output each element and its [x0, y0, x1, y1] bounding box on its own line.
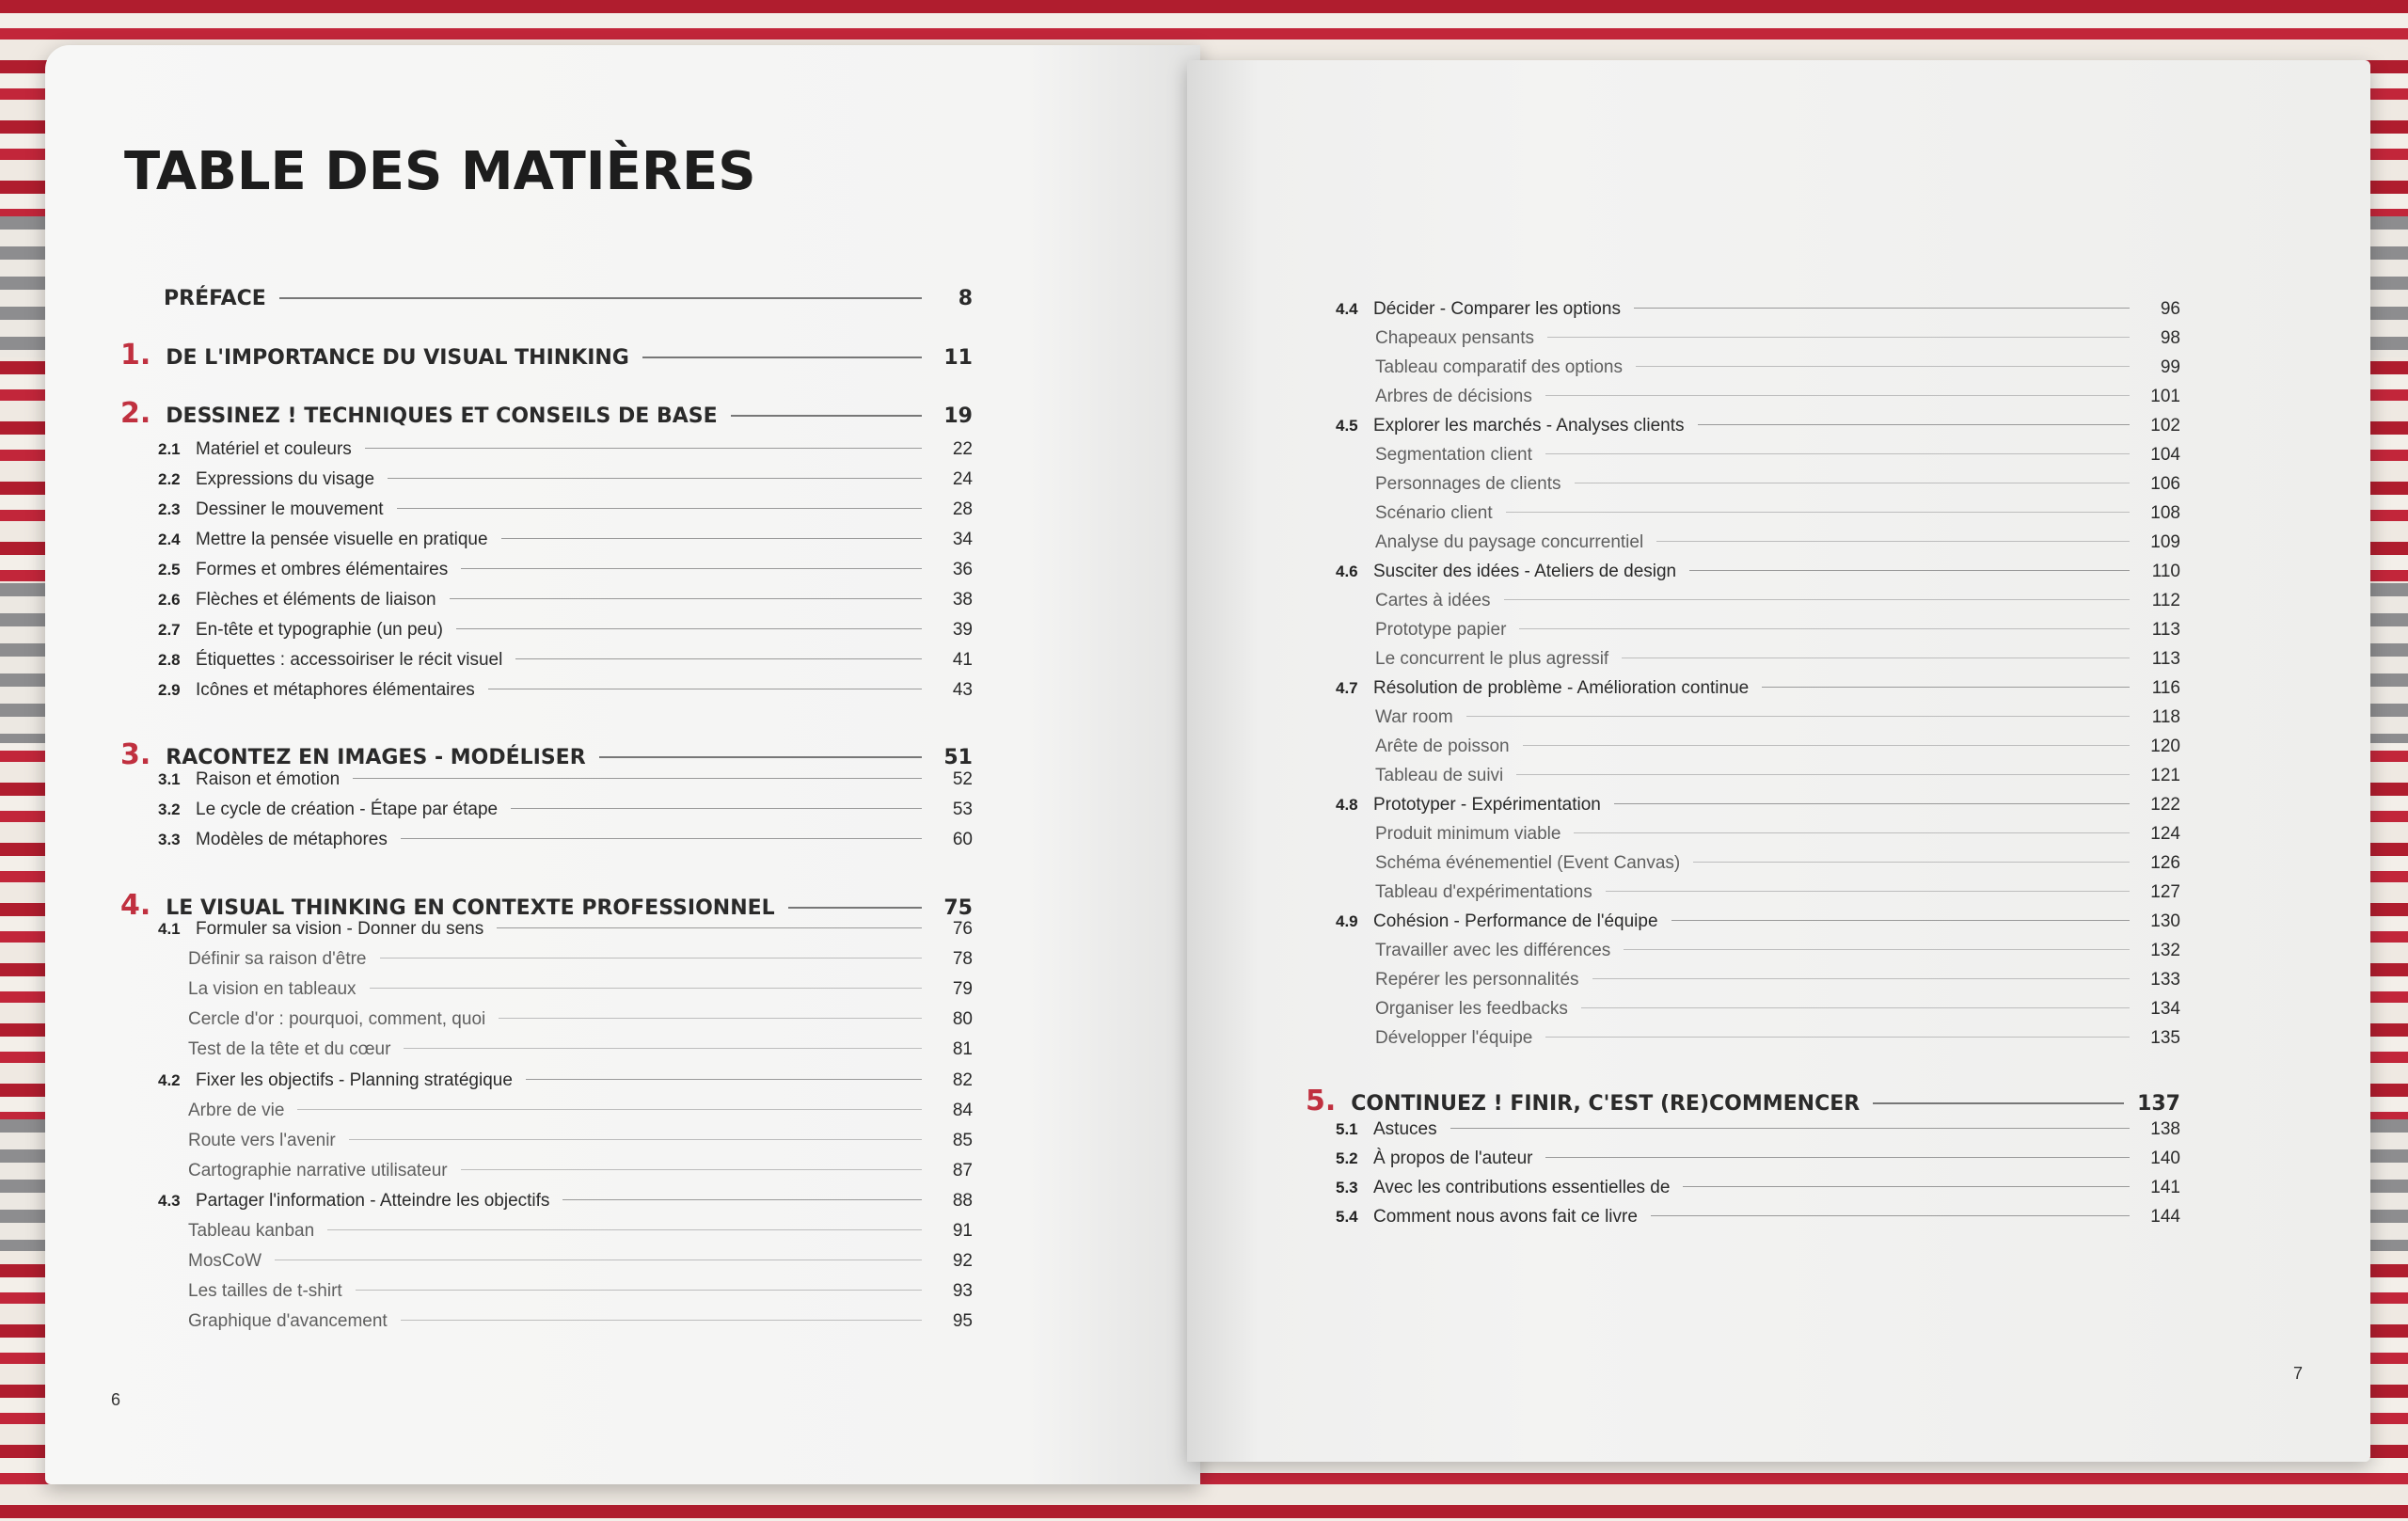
leader-line [279, 297, 922, 299]
toc-entry-label: Résolution de problème - Amélioration continue [1373, 678, 1750, 698]
leader-line [515, 658, 922, 659]
toc-entry-page: 87 [952, 1161, 973, 1180]
toc-entry-label: Susciter des idées - Ateliers de design [1373, 562, 1677, 581]
toc-entry [158, 590, 973, 610]
toc-entry-label: Tableau kanban [188, 1221, 315, 1241]
leader-line [1873, 1102, 2124, 1104]
leader-line [353, 778, 922, 779]
toc-entry [1375, 387, 2180, 407]
toc-entry-label: Icônes et métaphores élémentaires [196, 680, 475, 700]
toc-entry-page: 34 [952, 530, 973, 549]
toc-entry-page: 80 [952, 1009, 973, 1029]
leader-line [1636, 366, 2130, 367]
toc-entry [1336, 1119, 2180, 1140]
toc-entry-label: RACONTEZ EN IMAGES - MODÉLISER [166, 746, 586, 769]
toc-entry [188, 1161, 973, 1181]
leader-line [349, 1139, 922, 1140]
leader-line [499, 1018, 922, 1019]
page-number-left: 6 [111, 1390, 121, 1409]
leader-line [1545, 395, 2130, 396]
leader-line [401, 838, 922, 839]
toc-entry-label: En-tête et typographie (un peu) [196, 620, 444, 640]
leader-line [297, 1109, 922, 1110]
toc-entry-page: 134 [2150, 999, 2180, 1019]
toc-entry [188, 1131, 973, 1151]
toc-entry [1375, 591, 2180, 611]
toc-entry-label: Fixer les objectifs - Planning stratégique [196, 1070, 513, 1090]
leader-line [1606, 891, 2130, 892]
toc-entry [120, 397, 973, 430]
toc-entry-label: Chapeaux pensants [1375, 328, 1535, 348]
leader-line [327, 1229, 922, 1230]
toc-entry-label: PRÉFACE [164, 287, 266, 310]
toc-entry [1336, 795, 2180, 816]
toc-entry-number: 4.7 [1336, 679, 1358, 697]
toc-entry [188, 1281, 973, 1302]
toc-entry [188, 1009, 973, 1030]
leader-line [1547, 337, 2130, 338]
toc-entry-page: 11 [943, 346, 973, 370]
toc-entry-label: Le cycle de création - Étape par étape [196, 800, 499, 819]
leader-line [1545, 1157, 2130, 1158]
leader-line [404, 1048, 922, 1049]
toc-entry-page: 101 [2150, 387, 2180, 406]
toc-entry [1375, 357, 2180, 378]
leader-line [1693, 862, 2130, 863]
toc-entry-label: Cohésion - Performance de l'équipe [1373, 911, 1658, 931]
leader-line [1671, 920, 2130, 921]
toc-entry-label: Mettre la pensée visuelle en pratique [196, 530, 488, 549]
toc-entry-number: 2.9 [158, 681, 181, 699]
toc-entry [158, 469, 973, 490]
toc-entry [120, 889, 973, 922]
toc-entry [1375, 941, 2180, 961]
toc-entry-page: 24 [952, 469, 973, 489]
leader-line [1504, 599, 2130, 600]
toc-entry-page: 52 [952, 769, 973, 789]
toc-entry-page: 132 [2150, 941, 2180, 960]
leader-line [1466, 716, 2130, 717]
toc-entry [158, 919, 973, 940]
leader-line [1545, 1037, 2130, 1038]
toc-entry-page: 22 [952, 439, 973, 459]
toc-entry-number: 4.9 [1336, 912, 1358, 930]
toc-entry-label: CONTINUEZ ! FINIR, C'EST (RE)COMMENCER [1351, 1092, 1861, 1116]
toc-entry-page: 8 [958, 287, 973, 310]
toc-entry [158, 680, 973, 701]
toc-entry-label: Comment nous avons fait ce livre [1373, 1207, 1638, 1227]
toc-entry-page: 141 [2150, 1178, 2180, 1197]
toc-entry-number: 2.8 [158, 651, 181, 669]
toc-entry-number: 4.8 [1336, 796, 1358, 814]
leader-line [1450, 1128, 2130, 1129]
toc-entry-label: Arête de poisson [1375, 737, 1510, 756]
toc-entry-label: Test de la tête et du cœur [188, 1039, 391, 1059]
toc-entry-page: 121 [2150, 766, 2180, 785]
toc-entry-page: 36 [952, 560, 973, 579]
toc-entry-label: Les tailles de t-shirt [188, 1281, 342, 1301]
toc-entry-page: 38 [952, 590, 973, 610]
toc-entry-label: Tableau d'expérimentations [1375, 882, 1592, 902]
leader-line [1698, 424, 2130, 425]
toc-entry-page: 96 [2160, 299, 2180, 319]
toc-entry-label: À propos de l'auteur [1373, 1149, 1533, 1168]
leader-line [450, 598, 922, 599]
toc-entry-label: Arbre de vie [188, 1101, 285, 1120]
toc-entry [1375, 649, 2180, 670]
toc-entry-page: 93 [952, 1281, 973, 1301]
toc-entry-label: Prototyper - Expérimentation [1373, 795, 1601, 815]
toc-entry-label: MosCoW [188, 1251, 262, 1271]
toc-entry-page: 112 [2151, 591, 2180, 610]
leader-line [388, 478, 922, 479]
toc-entry-page: 124 [2150, 824, 2180, 844]
toc-entry-page: 53 [952, 800, 973, 819]
leader-line [526, 1079, 922, 1080]
toc-entry [1306, 1085, 2180, 1117]
toc-entry-number: 2.2 [158, 470, 181, 488]
toc-entry-page: 28 [952, 499, 973, 519]
leader-line [1545, 453, 2130, 454]
leader-line [511, 808, 922, 809]
toc-entry [1375, 445, 2180, 466]
toc-entry [1336, 416, 2180, 436]
toc-entry-number: 2.7 [158, 621, 181, 639]
toc-entry [158, 530, 973, 550]
toc-entry [1375, 999, 2180, 1020]
toc-entry-label: Partager l'information - Atteindre les objectifs [196, 1191, 550, 1211]
toc-entry [1375, 474, 2180, 495]
toc-entry [1375, 737, 2180, 757]
leader-line [562, 1199, 922, 1200]
toc-entry-number: 4.6 [1336, 562, 1358, 580]
toc-entry-number: 5.4 [1336, 1208, 1358, 1226]
toc-entry-label: Organiser les feedbacks [1375, 999, 1568, 1019]
toc-entry-label: Flèches et éléments de liaison [196, 590, 436, 610]
leader-line [501, 538, 922, 539]
leader-line [1656, 541, 2130, 542]
right-page [1187, 60, 2370, 1462]
leader-line [370, 988, 922, 989]
toc-entry-page: 109 [2150, 532, 2180, 552]
toc-entry-label: Schéma événementiel (Event Canvas) [1375, 853, 1681, 873]
toc-entry-number: 2. [120, 397, 151, 430]
leader-line [461, 1169, 922, 1170]
toc-entry-page: 85 [952, 1131, 973, 1150]
toc-entry-page: 140 [2150, 1149, 2180, 1168]
toc-entry [158, 1070, 973, 1091]
toc-entry-page: 51 [943, 746, 973, 769]
toc-entry [120, 339, 973, 372]
toc-entry-number: 4.4 [1336, 300, 1358, 318]
toc-entry-label: DESSINEZ ! TECHNIQUES ET CONSEILS DE BASE [166, 404, 718, 428]
toc-entry-label: Repérer les personnalités [1375, 970, 1579, 990]
toc-entry [188, 1311, 973, 1332]
toc-entry-page: 133 [2150, 970, 2180, 990]
toc-entry-page: 116 [2151, 678, 2180, 698]
leader-line [1523, 745, 2130, 746]
toc-entry-label: Astuces [1373, 1119, 1437, 1139]
toc-entry [158, 830, 973, 850]
toc-entry-label: Personnages de clients [1375, 474, 1561, 494]
toc-entry [1336, 678, 2180, 699]
toc-entry-number: 2.6 [158, 591, 181, 609]
toc-entry-page: 113 [2151, 620, 2180, 640]
toc-entry [188, 1101, 973, 1121]
toc-entry-label: Avec les contributions essentielles de [1373, 1178, 1671, 1197]
leader-line [397, 508, 922, 509]
toc-entry-number: 3.2 [158, 800, 181, 818]
toc-entry-page: 41 [952, 650, 973, 670]
leader-line [1762, 687, 2130, 688]
toc-entry-label: Cartes à idées [1375, 591, 1491, 610]
toc-entry-number: 5.1 [1336, 1120, 1358, 1138]
leader-line [642, 356, 922, 358]
toc-entry-page: 39 [952, 620, 973, 640]
toc-entry-page: 138 [2150, 1119, 2180, 1139]
toc-entry-label: Graphique d'avancement [188, 1311, 388, 1331]
toc-entry [188, 949, 973, 970]
toc-entry-label: Le concurrent le plus agressif [1375, 649, 1609, 669]
leader-line [1634, 308, 2130, 309]
leader-line [1624, 949, 2130, 950]
toc-entry [1375, 503, 2180, 524]
toc-entry [158, 499, 973, 520]
toc-entry-label: Route vers l'avenir [188, 1131, 336, 1150]
toc-entry [1375, 882, 2180, 903]
toc-entry-page: 82 [952, 1070, 973, 1090]
toc-entry [158, 439, 973, 460]
toc-entry-number: 4.3 [158, 1192, 181, 1210]
toc-entry-label: Produit minimum viable [1375, 824, 1561, 844]
toc-entry-page: 130 [2150, 911, 2180, 931]
toc-entry-page: 60 [952, 830, 973, 849]
leader-line [401, 1320, 922, 1321]
leader-line [1651, 1215, 2130, 1216]
toc-entry [1336, 299, 2180, 320]
toc-entry-label: Prototype papier [1375, 620, 1507, 640]
toc-entry [1336, 1149, 2180, 1169]
toc-entry-label: Matériel et couleurs [196, 439, 352, 459]
page-title: TABLE DES MATIÈRES [124, 141, 756, 202]
toc-entry-page: 19 [943, 404, 973, 428]
toc-entry-page: 91 [952, 1221, 973, 1241]
toc-entry-label: Expressions du visage [196, 469, 375, 489]
toc-entry-page: 127 [2150, 882, 2180, 902]
toc-entry-page: 126 [2150, 853, 2180, 873]
toc-entry-page: 95 [952, 1311, 973, 1331]
toc-entry-label: Formes et ombres élémentaires [196, 560, 449, 579]
toc-entry-label: Dessiner le mouvement [196, 499, 384, 519]
toc-entry-label: Décider - Comparer les options [1373, 299, 1621, 319]
toc-entry-page: 110 [2151, 562, 2180, 581]
leader-line [788, 907, 922, 909]
toc-entry-label: Cercle d'or : pourquoi, comment, quoi [188, 1009, 486, 1029]
toc-entry-number: 1. [120, 339, 151, 372]
toc-entry-label: Segmentation client [1375, 445, 1532, 465]
toc-entry-label: Arbres de décisions [1375, 387, 1532, 406]
toc-entry-number: 4. [120, 889, 151, 922]
toc-entry-label: Formuler sa vision - Donner du sens [196, 919, 484, 939]
toc-entry-label: Cartographie narrative utilisateur [188, 1161, 448, 1180]
toc-entry-page: 102 [2150, 416, 2180, 436]
toc-entry [1336, 562, 2180, 582]
leader-line [1519, 628, 2130, 629]
toc-entry-number: 4.2 [158, 1071, 181, 1089]
leader-line [497, 927, 922, 928]
toc-entry-label: Tableau de suivi [1375, 766, 1504, 785]
leader-line [731, 415, 922, 417]
toc-entry-page: 75 [943, 896, 973, 920]
leader-line [1592, 978, 2130, 979]
toc-entry [1375, 532, 2180, 553]
toc-entry [1336, 911, 2180, 932]
leader-line [1516, 774, 2130, 775]
leader-line [1614, 803, 2130, 804]
toc-entry [158, 1191, 973, 1212]
toc-entry-number: 5. [1306, 1085, 1337, 1117]
toc-entry-label: Analyse du paysage concurrentiel [1375, 532, 1644, 552]
toc-entry [1375, 1028, 2180, 1049]
toc-entry-page: 106 [2150, 474, 2180, 494]
toc-entry [1375, 970, 2180, 990]
toc-entry [1375, 328, 2180, 349]
toc-entry-page: 137 [2137, 1092, 2180, 1116]
toc-entry-page: 135 [2150, 1028, 2180, 1048]
toc-entry [158, 650, 973, 671]
toc-entry [1336, 1178, 2180, 1198]
toc-entry-page: 98 [2160, 328, 2180, 348]
toc-entry-number: 3.3 [158, 831, 181, 848]
toc-entry-label: Scénario client [1375, 503, 1493, 523]
leader-line [1574, 832, 2130, 833]
toc-entry-label: Explorer les marchés - Analyses clients [1373, 416, 1685, 436]
leader-line [1683, 1186, 2130, 1187]
toc-entry-number: 2.3 [158, 500, 181, 518]
toc-entry [1375, 707, 2180, 728]
leader-line [599, 756, 922, 758]
toc-entry [188, 1039, 973, 1060]
leader-line [1689, 570, 2130, 571]
toc-entry [1375, 766, 2180, 786]
toc-entry-number: 2.4 [158, 531, 181, 548]
toc-entry-number: 2.5 [158, 561, 181, 578]
leader-line [380, 958, 923, 959]
toc-entry-number: 5.2 [1336, 1149, 1358, 1167]
toc-entry-page: 78 [952, 949, 973, 969]
toc-entry-page: 122 [2150, 795, 2180, 815]
toc-entry [1336, 1207, 2180, 1228]
toc-entry [158, 620, 973, 641]
toc-entry-label: LE VISUAL THINKING EN CONTEXTE PROFESSIONNEL [166, 896, 775, 920]
toc-entry-label: War room [1375, 707, 1453, 727]
toc-entry-number: 3.1 [158, 770, 181, 788]
toc-entry [158, 800, 973, 820]
toc-entry-label: Définir sa raison d'être [188, 949, 367, 969]
toc-entry [1375, 824, 2180, 845]
toc-entry-number: 4.5 [1336, 417, 1358, 435]
toc-entry [188, 1221, 973, 1242]
toc-entry-page: 104 [2150, 445, 2180, 465]
leader-line [456, 628, 922, 629]
toc-entry-number: 3. [120, 738, 151, 771]
toc-entry-page: 113 [2151, 649, 2180, 669]
leader-line [1581, 1007, 2130, 1008]
toc-entry-label: Raison et émotion [196, 769, 341, 789]
toc-entry-page: 108 [2150, 503, 2180, 523]
leader-line [356, 1290, 922, 1291]
toc-entry-number: 5.3 [1336, 1179, 1358, 1196]
toc-entry-label: Étiquettes : accessoiriser le récit visuel [196, 650, 503, 670]
toc-entry [158, 769, 973, 790]
toc-entry-page: 76 [952, 919, 973, 939]
toc-entry-label: Tableau comparatif des options [1375, 357, 1623, 377]
toc-entry [120, 738, 973, 771]
toc-entry [188, 979, 973, 1000]
toc-entry-page: 84 [952, 1101, 973, 1120]
toc-entry [164, 287, 973, 310]
toc-entry-label: Travailler avec les différences [1375, 941, 1611, 960]
toc-entry-page: 120 [2150, 737, 2180, 756]
toc-entry [188, 1251, 973, 1272]
leader-line [1506, 512, 2130, 513]
toc-entry-number: 2.1 [158, 440, 181, 458]
toc-entry-page: 81 [952, 1039, 973, 1059]
toc-entry-label: La vision en tableaux [188, 979, 356, 999]
toc-entry-page: 99 [2160, 357, 2180, 377]
toc-entry [1375, 620, 2180, 641]
toc-entry-page: 118 [2151, 707, 2180, 727]
toc-entry-number: 4.1 [158, 920, 181, 938]
toc-entry-label: Modèles de métaphores [196, 830, 388, 849]
toc-entry-label: Développer l'équipe [1375, 1028, 1533, 1048]
leader-line [461, 568, 922, 569]
toc-entry-page: 144 [2150, 1207, 2180, 1227]
toc-entry-label: DE L'IMPORTANCE DU VISUAL THINKING [166, 346, 629, 370]
toc-entry [158, 560, 973, 580]
leader-line [365, 448, 922, 449]
toc-entry [1375, 853, 2180, 874]
toc-entry-page: 92 [952, 1251, 973, 1271]
toc-entry-page: 79 [952, 979, 973, 999]
toc-entry-page: 43 [952, 680, 973, 700]
toc-entry-page: 88 [952, 1191, 973, 1211]
page-number-right: 7 [2293, 1364, 2304, 1383]
